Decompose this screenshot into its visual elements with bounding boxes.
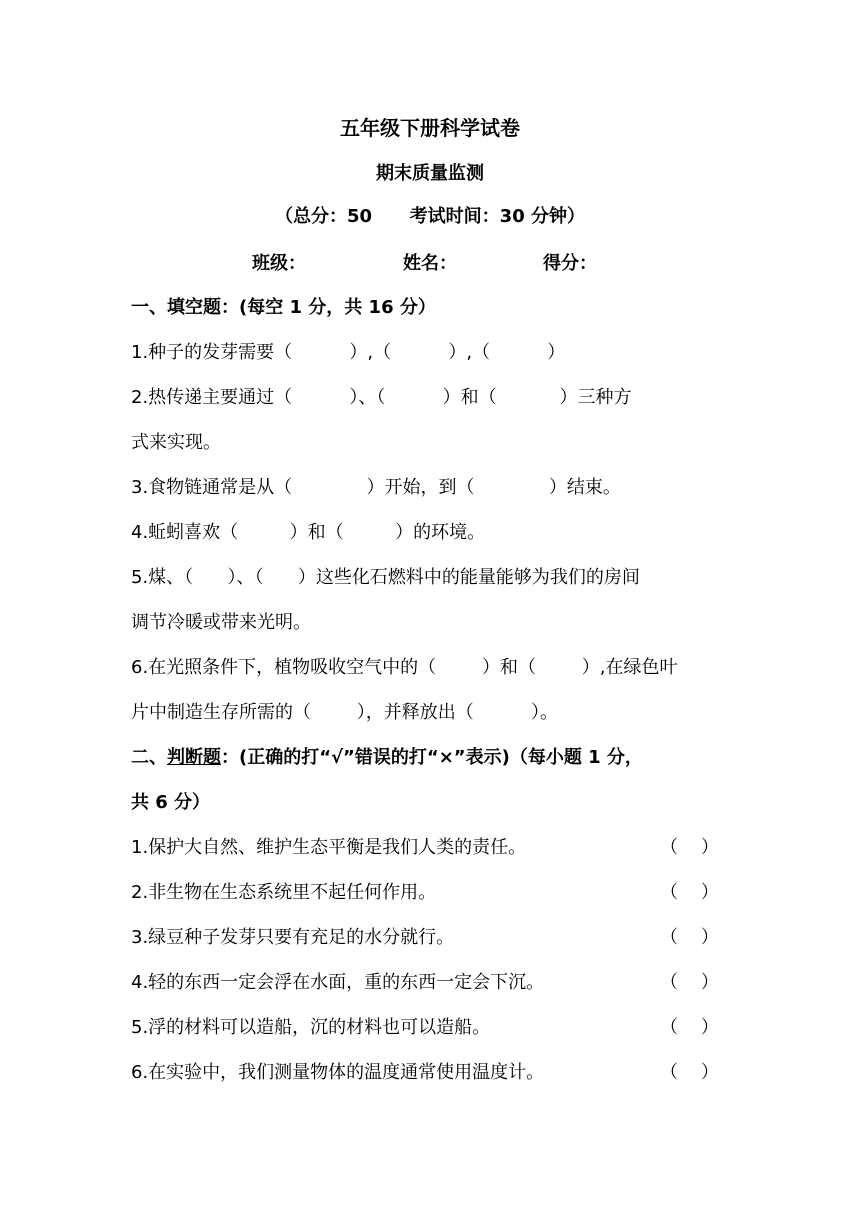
name-label: 姓名： (403, 253, 457, 274)
section2-instructions: ：(正确的打“√”错误的打“×”表示)（每小题 1 分， (221, 747, 643, 768)
judge-item-2: 2.非生物在生态系统里不起任何作用。 (131, 882, 437, 903)
answer-blank-1: （ ） (660, 837, 719, 858)
fill-question-1: 1.种子的发芽需要（ ）,（ ）,（ ） (131, 342, 566, 363)
section2-heading-line2: 共 6 分） (131, 792, 211, 813)
judge-item-5: 5.浮的材料可以造船，沉的材料也可以造船。 (131, 1017, 491, 1038)
answer-blank-2: （ ） (660, 882, 719, 903)
exam-info: （总分：50 考试时间：30 分钟） (275, 206, 585, 227)
answer-blank-4: （ ） (660, 972, 719, 993)
score-label: 得分： (543, 253, 597, 274)
fill-question-5-line2: 调节冷暖或带来光明。 (131, 612, 311, 633)
section2-number: 二、 (131, 747, 167, 768)
judge-item-3: 3.绿豆种子发芽只要有充足的水分就行。 (131, 927, 455, 948)
answer-blank-6: （ ） (660, 1062, 719, 1083)
fill-question-6-line2: 片中制造生存所需的（ ），并释放出（ ）。 (131, 702, 558, 723)
fill-question-5-line1: 5.煤、（ ）、（ ）这些化石燃料中的能量能够为我们的房间 (131, 567, 640, 588)
answer-blank-5: （ ） (660, 1017, 719, 1038)
fill-question-2-line2: 式来实现。 (131, 432, 221, 453)
fill-question-3: 3.食物链通常是从（ ）开始，到（ ）结束。 (131, 477, 621, 498)
judge-item-4: 4.轻的东西一定会浮在水面，重的东西一定会下沉。 (131, 972, 545, 993)
answer-blank-3: （ ） (660, 927, 719, 948)
fill-question-6-line1: 6.在光照条件下，植物吸收空气中的（ ）和（ ）,在绿色叶 (131, 657, 678, 678)
section2-heading (131, 747, 643, 769)
judge-item-6: 6.在实验中，我们测量物体的温度通常使用温度计。 (131, 1062, 545, 1083)
judge-item-1: 1.保护大自然、维护生态平衡是我们人类的责任。 (131, 837, 527, 858)
section2-title: 判断题 (167, 747, 221, 768)
fill-question-2-line1: 2.热传递主要通过（ ）、（ ）和（ ）三种方 (131, 387, 632, 408)
page-subtitle: 期末质量监测 (376, 163, 484, 184)
class-label: 班级： (252, 253, 306, 274)
fill-question-4: 4.蚯蚓喜欢（ ）和（ ）的环境。 (131, 522, 486, 543)
section1-heading: 一、填空题：(每空 1 分，共 16 分） (131, 297, 436, 318)
page-title: 五年级下册科学试卷 (340, 116, 520, 140)
